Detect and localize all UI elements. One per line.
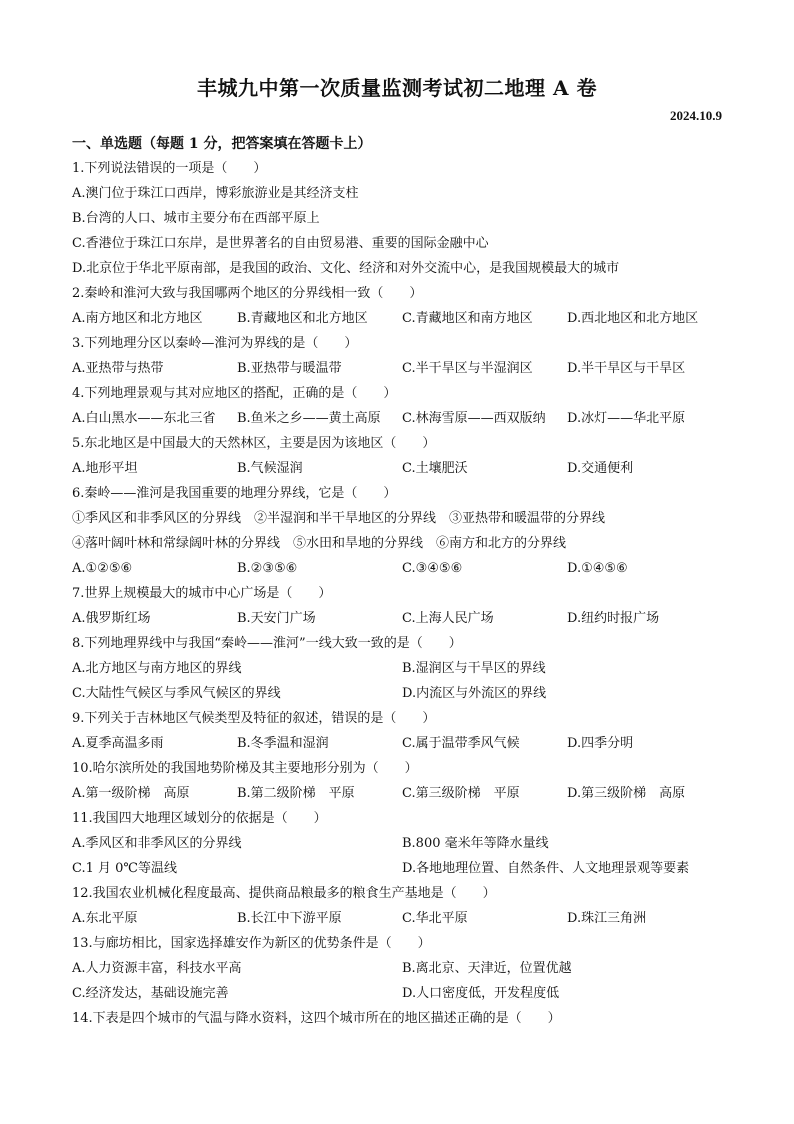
options-row — [72, 656, 732, 681]
answer-option: D.人口密度低，开发程度低 — [402, 986, 560, 1001]
answer-option: B.离北京、天津近，位置优越 — [402, 961, 572, 976]
answer-option: A.北方地区与南方地区的界线 — [72, 661, 242, 676]
answer-option: A.季风区和非季风区的分界线 — [72, 836, 242, 851]
answer-option: A.夏季高温多雨 — [72, 736, 164, 751]
question-stem: 2.秦岭和淮河大致与我国哪两个地区的分界线相一致（ ） — [72, 286, 423, 301]
answer-option: A.白山黑水——东北三省 — [72, 411, 216, 426]
exam-title: 丰城九中第一次质量监测考试初二地理 A 卷 — [197, 76, 597, 100]
answer-option: A.地形平坦 — [72, 461, 138, 476]
answer-option: D.各地地理位置、自然条件、人文地理景观等要素 — [402, 861, 690, 876]
options-row — [72, 856, 732, 881]
answer-option: C.③④⑤⑥ — [402, 561, 463, 576]
answer-option: D.交通便利 — [567, 461, 634, 476]
question-stem: 14.下表是四个城市的气温与降水资料，这四个城市所在的地区描述正确的是（ ） — [72, 1011, 561, 1026]
options-row — [72, 406, 732, 431]
answer-option: D.珠江三角洲 — [567, 911, 647, 926]
answer-option: A.①②⑤⑥ — [72, 561, 133, 576]
options-row — [72, 306, 732, 331]
answer-option: D.纽约时报广场 — [567, 611, 660, 626]
answer-option: B.800 毫米年等降水量线 — [402, 836, 549, 851]
answer-option: C.华北平原 — [402, 911, 468, 926]
answer-option: A.澳门位于珠江口西岸，博彩旅游业是其经济支柱 — [72, 186, 359, 201]
answer-option: B.亚热带与暖温带 — [237, 361, 342, 376]
options-row — [72, 731, 732, 756]
answer-option: B.气候湿润 — [237, 461, 303, 476]
question-stem: 13.与廊坊相比，国家选择雄安作为新区的优势条件是（ ） — [72, 936, 431, 951]
question-stem: 4.下列地理景观与其对应地区的搭配，正确的是（ ） — [72, 386, 397, 401]
statement-line: ④落叶阔叶林和常绿阔叶林的分界线 ⑤水田和旱地的分界线 ⑥南方和北方的分界线 — [72, 536, 567, 551]
answer-option: C.林海雪原——西双版纳 — [402, 411, 546, 426]
answer-option: C.1 月 0℃等温线 — [72, 861, 177, 876]
answer-option: C.香港位于珠江口东岸，是世界著名的自由贸易港、重要的国际金融中心 — [72, 236, 489, 251]
answer-option: C.第三级阶梯 平原 — [402, 786, 520, 801]
answer-option: B.长江中下游平原 — [237, 911, 342, 926]
question-stem: 7.世界上规模最大的城市中心广场是（ ） — [72, 586, 332, 601]
answer-option: C.属于温带季风气候 — [402, 736, 520, 751]
question-stem: 10.哈尔滨所处的我国地势阶梯及其主要地形分别为（ ） — [72, 761, 418, 776]
answer-option: A.俄罗斯红场 — [72, 611, 151, 626]
answer-option: D.四季分明 — [567, 736, 634, 751]
question-stem: 11.我国四大地理区域划分的依据是（ ） — [72, 811, 327, 826]
answer-option: B.台湾的人口、城市主要分布在西部平原上 — [72, 211, 320, 226]
answer-option: B.湿润区与干旱区的界线 — [402, 661, 546, 676]
answer-option: C.土壤肥沃 — [402, 461, 468, 476]
options-row — [72, 456, 732, 481]
answer-option: B.天安门广场 — [237, 611, 316, 626]
answer-option: C.上海人民广场 — [402, 611, 494, 626]
section-heading: 一、单选题（每题 1 分，把答案填在答题卡上） — [72, 136, 372, 152]
answer-option: A.南方地区和北方地区 — [72, 311, 203, 326]
question-list — [72, 132, 732, 1031]
question-stem: 3.下列地理分区以秦岭—淮河为界线的是（ ） — [72, 336, 358, 351]
answer-option: C.半干旱区与半湿润区 — [402, 361, 533, 376]
question-stem: 12.我国农业机械化程度最高、提供商品粮最多的粮食生产基地是（ ） — [72, 886, 496, 901]
answer-option: B.青藏地区和北方地区 — [237, 311, 368, 326]
question-stem: 1.下列说法错误的一项是（ ） — [72, 161, 267, 176]
answer-option: C.经济发达，基础设施完善 — [72, 986, 229, 1001]
answer-option: C.大陆性气候区与季风气候区的界线 — [72, 686, 281, 701]
options-row — [72, 356, 732, 381]
answer-option: A.东北平原 — [72, 911, 138, 926]
answer-option: D.西北地区和北方地区 — [567, 311, 699, 326]
answer-option: B.第二级阶梯 平原 — [237, 786, 355, 801]
exam-date: 2024.10.9 — [670, 108, 722, 123]
question-stem: 5.东北地区是中国最大的天然林区，主要是因为该地区（ ） — [72, 436, 436, 451]
options-row — [72, 831, 732, 856]
answer-option: D.①④⑤⑥ — [567, 561, 628, 576]
answer-option: A.亚热带与热带 — [72, 361, 164, 376]
answer-option: D.第三级阶梯 高原 — [567, 786, 686, 801]
question-stem: 9.下列关于吉林地区气候类型及特征的叙述，错误的是（ ） — [72, 711, 436, 726]
question-stem: 8.下列地理界线中与我国“秦岭——淮河”一线大致一致的是（ ） — [72, 636, 462, 651]
statement-line: ①季风区和非季风区的分界线 ②半湿润和半干旱地区的分界线 ③亚热带和暖温带的分界线 — [72, 511, 606, 526]
answer-option: C.青藏地区和南方地区 — [402, 311, 533, 326]
answer-option: B.②③⑤⑥ — [237, 561, 298, 576]
answer-option: B.冬季温和湿润 — [237, 736, 329, 751]
answer-option: D.冰灯——华北平原 — [567, 411, 686, 426]
options-row — [72, 556, 732, 581]
options-row — [72, 906, 732, 931]
answer-option: D.北京位于华北平原南部，是我国的政治、文化、经济和对外交流中心，是我国规模最大的城市 — [72, 261, 620, 276]
options-row — [72, 781, 732, 806]
answer-option: A.第一级阶梯 高原 — [72, 786, 190, 801]
options-row — [72, 956, 732, 981]
options-row — [72, 981, 732, 1006]
answer-option: A.人力资源丰富，科技水平高 — [72, 961, 242, 976]
options-row — [72, 606, 732, 631]
options-row — [72, 681, 732, 706]
answer-option: D.半干旱区与干旱区 — [567, 361, 686, 376]
answer-option: D.内流区与外流区的界线 — [402, 686, 547, 701]
answer-option: B.鱼米之乡——黄土高原 — [237, 411, 381, 426]
question-stem: 6.秦岭——淮河是我国重要的地理分界线，它是（ ） — [72, 486, 397, 501]
